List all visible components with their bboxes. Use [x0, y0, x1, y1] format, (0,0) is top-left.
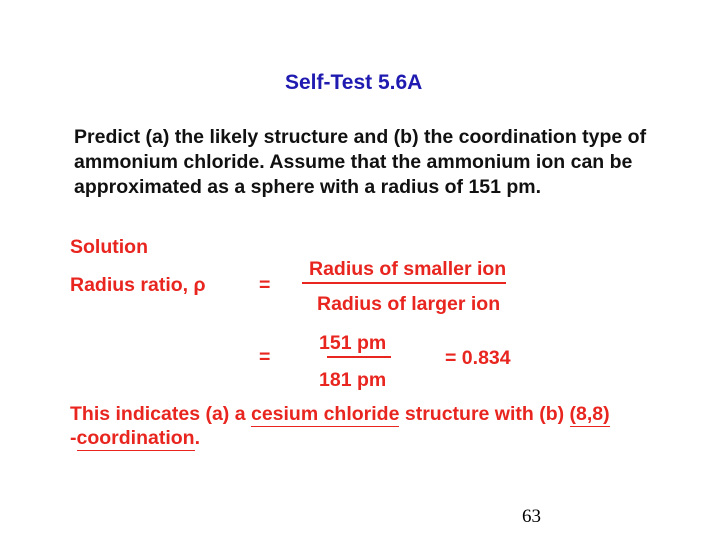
conclusion-text: -: [70, 427, 77, 449]
fraction-numerator: 151 pm: [319, 332, 387, 354]
conclusion-text: .: [194, 427, 200, 449]
conclusion-text: structure with (b): [399, 403, 570, 425]
fraction-denominator: Radius of larger ion: [317, 293, 501, 315]
radius-ratio-label: Radius ratio, ρ: [70, 274, 206, 296]
fraction-denominator: 181 pm: [319, 369, 387, 391]
ratio-result: = 0.834: [445, 347, 511, 369]
solution-heading: Solution: [70, 236, 148, 258]
fraction-numerator: Radius of smaller ion: [309, 258, 507, 280]
structure-answer: cesium chloride: [250, 403, 400, 425]
page-number: 63: [522, 506, 541, 527]
equals-sign: =: [259, 346, 271, 368]
slide-title: Self-Test 5.6A: [285, 71, 423, 94]
equals-sign: =: [259, 274, 271, 296]
problem-statement: Predict (a) the likely structure and (b) the coordination type of ammonium chloride. Assume that the ammonium ion can be approximated as a sphere with a radius of 151 pm.: [74, 126, 647, 198]
conclusion-line-2: [70, 427, 200, 450]
conclusion-line-1: [70, 403, 610, 426]
coordination-type-answer: coordination: [76, 427, 195, 449]
coordination-number-answer: (8,8): [569, 403, 610, 425]
fraction-bar: [302, 282, 506, 284]
conclusion-text: This indicates (a) a: [70, 403, 251, 425]
fraction-bar: [327, 356, 391, 358]
